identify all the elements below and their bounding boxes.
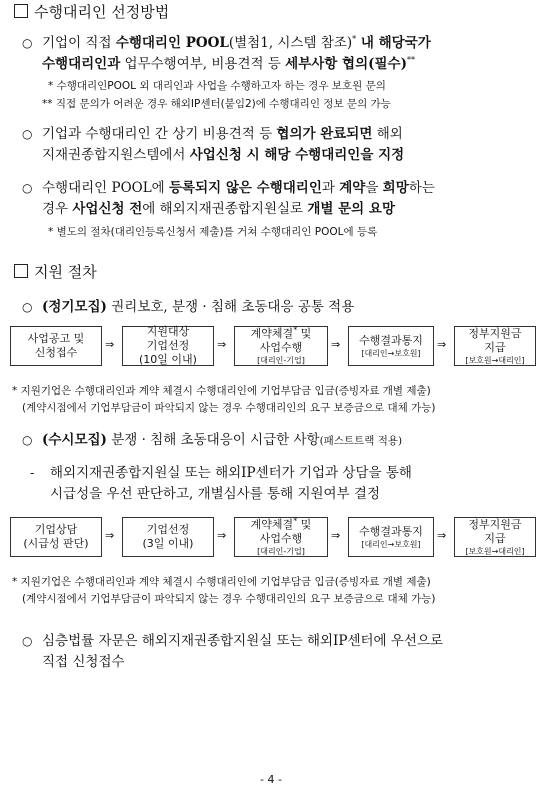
flow-footnote-guarantee: (계약시점에서 기업부담금이 파악되지 않는 경우 수행대리인의 요구 보증금으로 대체 가능) <box>22 593 436 605</box>
circle-bullet-icon: ○ <box>22 181 33 195</box>
circle-bullet-icon: ○ <box>22 634 33 648</box>
circle-bullet-icon: ○ <box>22 127 33 141</box>
flow-step-selection: 기업선정 (3일 이내) <box>122 517 214 557</box>
arrow-right-icon: ⇒ <box>105 338 115 351</box>
flow-footnote-guarantee: (계약시점에서 기업부담금이 파악되지 않는 경우 수행대리인의 요구 보증금으로 대체 가능) <box>22 402 436 414</box>
section-heading-selection: 수행대리인 선정방법 <box>14 2 169 22</box>
circle-bullet-icon: ○ <box>22 36 33 50</box>
flow-footnote-deposit: * 지원기업은 수행대리인과 계약 체결시 수행대리인에 기업부담금 입금(증빙자료 개별 제출) <box>12 576 431 588</box>
process-flow-regular <box>10 326 536 366</box>
flow-step-consultation: 기업상담 (시급성 판단) <box>10 517 102 557</box>
checkbox-square-icon <box>14 4 28 18</box>
arrow-right-icon: ⇒ <box>437 529 447 542</box>
paragraph-agreement: ○ 기업과 수행대리인 간 상기 비용견적 등 협의가 완료되면 해외 지재권종합지원스템에서 사업신청 시 해당 수행대리인을 지정 <box>22 126 405 163</box>
flow-step-contract: 계약체결* 및 사업수행 [대리인-기업] <box>234 517 328 557</box>
paragraph-direct-consult: ○ 기업이 직접 수행대리인 POOL(별첨1, 시스템 참조)* 내 해당국가 수행대리인과 업무수행여부, 비용견적 등 세부사항 협의(필수)** <box>22 34 431 72</box>
arrow-right-icon: ⇒ <box>105 529 115 542</box>
paragraph-legal-advice: ○ 심층법률 자문은 해외지재권종합지원실 또는 해외IP센터에 우선으로 직접 신청접수 <box>22 633 444 670</box>
circle-bullet-icon: ○ <box>22 300 33 314</box>
arrow-right-icon: ⇒ <box>217 529 227 542</box>
section-heading-procedure: 지원 절차 <box>14 262 97 282</box>
paragraph-fasttrack-judgement: - 해외지재권종합지원실 또는 해외IP센터가 기업과 상담을 통해 시급성을 우선 판단하고, 개별심사를 통해 지원여부 결정 <box>30 465 412 502</box>
paragraph-unregistered-agent: ○ 수행대리인 POOL에 등록되지 않은 수행대리인과 계약을 희망하는 경우 사업신청 전에 해외지재권종합지원실로 개별 문의 요망 <box>22 180 435 217</box>
flow-step-payment: 정부지원금 지급 [보호원→대리인] <box>454 517 536 557</box>
paragraph-regular-recruitment: ○ (정기모집) 권리보호, 분쟁 · 침해 초동대응 공통 적용 <box>22 297 534 318</box>
arrow-right-icon: ⇒ <box>217 338 227 351</box>
arrow-right-icon: ⇒ <box>331 529 341 542</box>
flow-step-announcement: 사업공고 및 신청접수 <box>10 326 102 366</box>
footnote-pool-outside: * 수행대리인POOL 외 대리인과 사업을 수행하고자 하는 경우 보호원 문의 <box>48 80 386 92</box>
flow-step-selection: 지원대상 기업선정 (10일 이내) <box>122 326 214 366</box>
flow-step-result-notice: 수행결과통지 [대리인→보호원] <box>348 517 434 557</box>
process-flow-occasional <box>10 517 536 557</box>
flow-step-contract: 계약체결* 및 사업수행 [대리인-기업] <box>234 326 328 366</box>
footnote-ip-center: ** 직접 문의가 어려운 경우 해외IP센터(붙임2)에 수행대리인 정보 문의 가능 <box>42 98 391 110</box>
flow-step-payment: 정부지원금 지급 [보호원→대리인] <box>454 326 536 366</box>
circle-bullet-icon: ○ <box>22 433 33 447</box>
arrow-right-icon: ⇒ <box>331 338 341 351</box>
flow-footnote-deposit: * 지원기업은 수행대리인과 계약 체결시 수행대리인에 기업부담금 입금(증빙자료 개별 제출) <box>12 385 431 397</box>
arrow-right-icon: ⇒ <box>437 338 447 351</box>
footnote-registration: * 별도의 절차(대리인등록신청서 제출)를 거쳐 수행대리인 POOL에 등록 <box>48 226 378 238</box>
flow-step-result-notice: 수행결과통지 [대리인→보호원] <box>348 326 434 366</box>
page-number: - 4 - <box>260 773 282 786</box>
paragraph-occasional-recruitment: ○ (수시모집) 분쟁 · 침해 초동대응이 시급한 사항(패스트트랙 적용) <box>22 430 534 452</box>
dash-bullet-icon: - <box>30 466 35 480</box>
checkbox-square-icon <box>14 264 28 278</box>
